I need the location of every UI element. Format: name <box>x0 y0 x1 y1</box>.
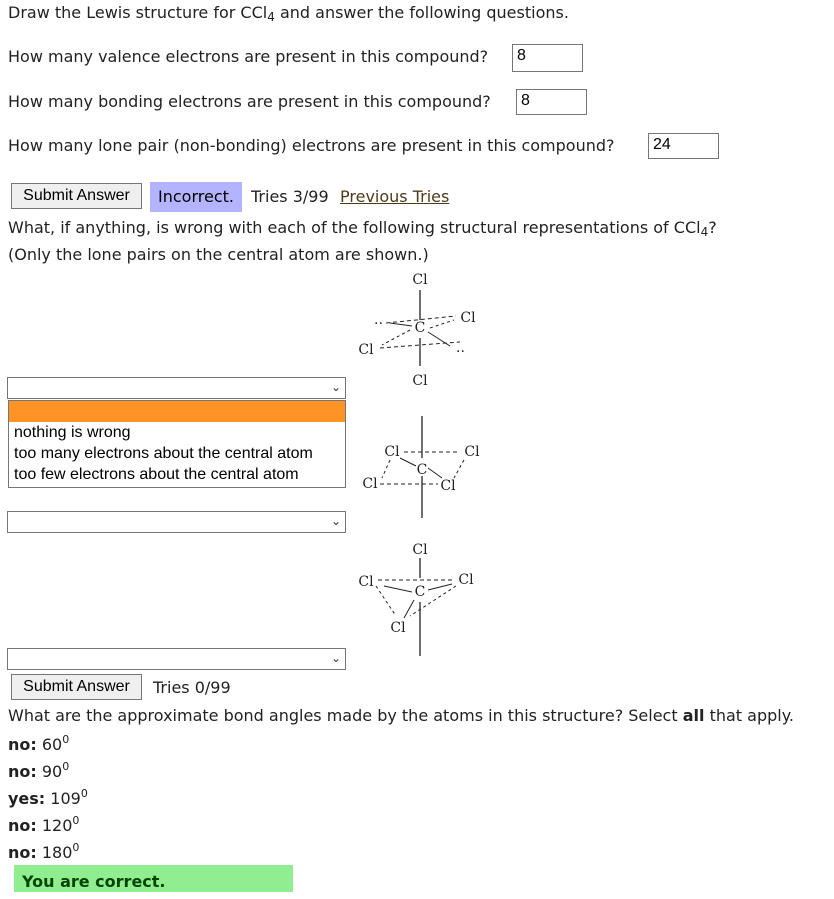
structure-2-cl-lower-right: Cl <box>440 478 456 494</box>
structure-2-carbon: C <box>416 462 428 478</box>
chevron-down-icon: ⌄ <box>330 380 341 394</box>
part2-note: (Only the lone pairs on the central atom are shown.) <box>8 245 429 264</box>
structure-2-diagram <box>350 402 490 527</box>
bond-angle-choice: yes: $109^0$ <box>8 787 88 808</box>
bonding-electrons-question: How many bonding electrons are present in this compound? <box>8 92 491 111</box>
tries-counter-2: Tries 0/99 <box>153 678 231 697</box>
tries-counter-1: Tries 3/99 <box>251 187 329 206</box>
option-nothing-wrong[interactable]: nothing is wrong <box>14 424 131 441</box>
part3-prompt: What are the approximate bond angles made by the atoms in this structure? Select all that apply. <box>8 706 794 725</box>
structure-2-cl-lower-left: Cl <box>362 476 378 492</box>
part2-prompt: What, if anything, is wrong with each of the following structural representations of CCl$_4$? <box>8 218 717 239</box>
submit-answer-button-2[interactable]: Submit Answer <box>11 674 142 700</box>
chevron-down-icon: ⌄ <box>330 514 341 528</box>
structure-2-select[interactable] <box>7 511 346 533</box>
structure-1-cl-left: Cl <box>358 342 374 358</box>
lone-pair-electrons-question: How many lone pair (non-bonding) electrons are present in this compound? <box>8 136 615 155</box>
structure-3-cl-right: Cl <box>458 572 474 588</box>
incorrect-status-badge: Incorrect. <box>150 182 242 212</box>
structure-2-cl-upper-left: Cl <box>384 444 400 460</box>
part1-title: Draw the Lewis structure for CCl$_4$ and answer the following questions. <box>8 3 569 24</box>
structure-1-cl-right: Cl <box>460 310 476 326</box>
structure-1-lone-pair: .. <box>374 312 383 328</box>
bonding-electrons-input[interactable]: 8 <box>516 89 587 115</box>
structure-1-carbon: C <box>414 320 426 336</box>
valence-electrons-input[interactable]: 8 <box>512 44 583 72</box>
structure-3-cl-top: Cl <box>412 542 428 558</box>
structure-3-cl-bottom: Cl <box>390 620 406 636</box>
structure-2-cl-upper-right: Cl <box>464 444 480 460</box>
structure-1-diagram <box>350 268 490 393</box>
correct-status-banner: You are correct. <box>14 865 293 892</box>
structure-3-carbon: C <box>414 584 426 600</box>
valence-electrons-question: How many valence electrons are present in this compound? <box>8 47 489 66</box>
submit-answer-button-1[interactable]: Submit Answer <box>11 183 142 209</box>
option-blank[interactable] <box>9 401 345 422</box>
bond-angle-choice: no: $90^0$ <box>8 760 70 781</box>
bond-angle-choice: no: $180^0$ <box>8 841 80 862</box>
structure-1-cl-bottom: Cl <box>412 373 428 389</box>
structure-1-cl-top: Cl <box>412 272 428 288</box>
option-too-few[interactable]: too few electrons about the central atom <box>14 466 299 483</box>
structure-3-cl-left: Cl <box>358 574 374 590</box>
structure-1-options-list[interactable] <box>8 400 346 488</box>
previous-tries-link[interactable]: Previous Tries <box>340 187 450 206</box>
bond-angle-choice: no: $120^0$ <box>8 814 80 835</box>
structure-1-select[interactable] <box>7 377 346 399</box>
bond-angle-choice: no: $60^0$ <box>8 733 70 754</box>
structure-3-diagram <box>340 536 490 661</box>
lone-pair-electrons-input[interactable]: 24 <box>648 133 719 159</box>
structure-3-select[interactable] <box>7 648 346 670</box>
chevron-down-icon: ⌄ <box>330 651 341 665</box>
option-too-many[interactable]: too many electrons about the central atom <box>14 445 313 462</box>
structure-1-lone-pair: .. <box>456 340 465 356</box>
